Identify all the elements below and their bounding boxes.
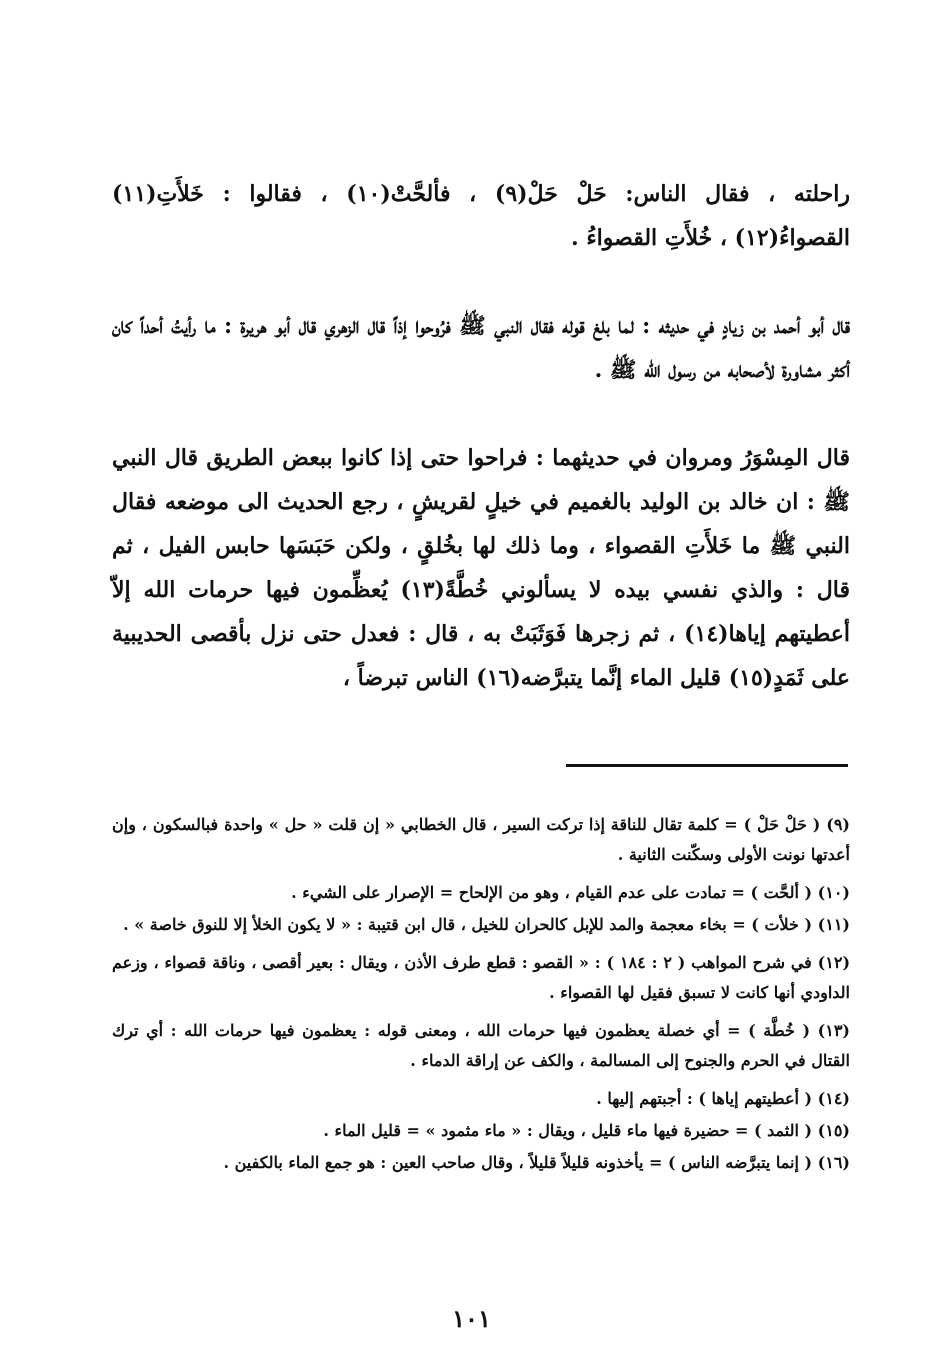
- footnote-16: (١٦) ( إنما يتبرَّضه الناس ) = يأخذونه قليلاً قليلاً ، وقال صاحب العين : هو جمع الماء بالكفين .: [223, 1153, 850, 1172]
- paragraph-3: قال المِسْوَرُ ومروان في حديثهما : فراحوا حتى إذا كانوا ببعض الطريق قال النبي ﷺ : ان خالد بن الوليد بالغميم في خيلٍ لقريشٍ ، رجع الحديث الى موضعه فقال النبي ﷺ ما خَلأَتِ القصواء ، وما ذلك لها بخُلقٍ ، ولكن حَبَسَها حابس الفيل ، ثم قال : والذي نفسي بيده لا يسألوني خُطَّةً(١٣) يُعظِّمون فيها حرمات الله إلاّ أعطيتهم إياها(١٤) ، ثم زجرها فَوَثَبَتْ به ، قال : فعدل حتى نزل بأقصى الحديبية على ثَمَدٍ(١٥) قليل الماء إنَّما يتبرَّضه(١٦) الناس تبرضاً ،: [112, 445, 851, 691]
- paragraph-2: قال أبو أحمد بن زيادٍ في حديثه : لما بلغ قوله فقال النبي ﷺ فرُوحوا إذاً قال الزهري قال أبو هريرة : ما رأيتُ أحداً كان أكثر مشاورة لأصحابه من رسول الله ﷺ .: [112, 313, 850, 383]
- footnote-12: (١٢) في شرح المواهب ( ٢ : ١٨٤ ) : « القصو : قطع طرف الأذن ، ويقال : بعير أقصى ، وناقة قصواء ، وزعم الداودي أنها كانت لا تسبق فقيل لها القصواء .: [112, 953, 851, 1002]
- footnote-10: (١٠) ( ألحَّت ) = تمادت على عدم القيام ، وهو من الإلحاح = الإصرار على الشيء .: [291, 883, 850, 902]
- footnote-15: (١٥) ( الثمد ) = حضيرة فيها ماء قليل ، ويقال : « ماء مثمود » = قليل الماء .: [323, 1121, 850, 1140]
- footnotes: [112, 810, 850, 1180]
- page-number: ١٠١: [452, 1304, 491, 1333]
- footnote-divider: [566, 764, 848, 767]
- footnote-11: (١١) ( خلأت ) = بخاء معجمة والمد للإبل كالحران للخيل ، قال ابن قتيبة : « لا يكون الخلأ إلا للنوق خاصة » .: [123, 915, 850, 934]
- paragraph-1: راحلته ، فقال الناس: حَلْ حَلْ(٩) ، فألحَّتْ(١٠) ، فقالوا : خَلأَتِ(١١) القصواءُ(١٢) ، خُلأَتِ القصواءُ .: [112, 181, 850, 251]
- footnote-9: (٩) ( حَلْ حَلْ ) = كلمة تقال للناقة إذا تركت السير ، قال الخطابي « إن قلت « حل » واحدة فبالسكون ، وإن أعدتها نونت الأولى وسكّنت الثانية .: [112, 815, 850, 864]
- footnote-14: (١٤) ( أعطيتهم إياها ) : أجبتهم إليها .: [596, 1089, 850, 1108]
- footnote-13: (١٣) ( خُطَّة ) = أي خصلة يعظمون فيها حرمات الله ، ومعنى قوله : يعظمون فيها حرمات الله : أي ترك القتال في الحرم والجنوح إلى المسالمة ، والكف عن إراقة الدماء .: [112, 1021, 850, 1070]
- main-text: [112, 172, 850, 700]
